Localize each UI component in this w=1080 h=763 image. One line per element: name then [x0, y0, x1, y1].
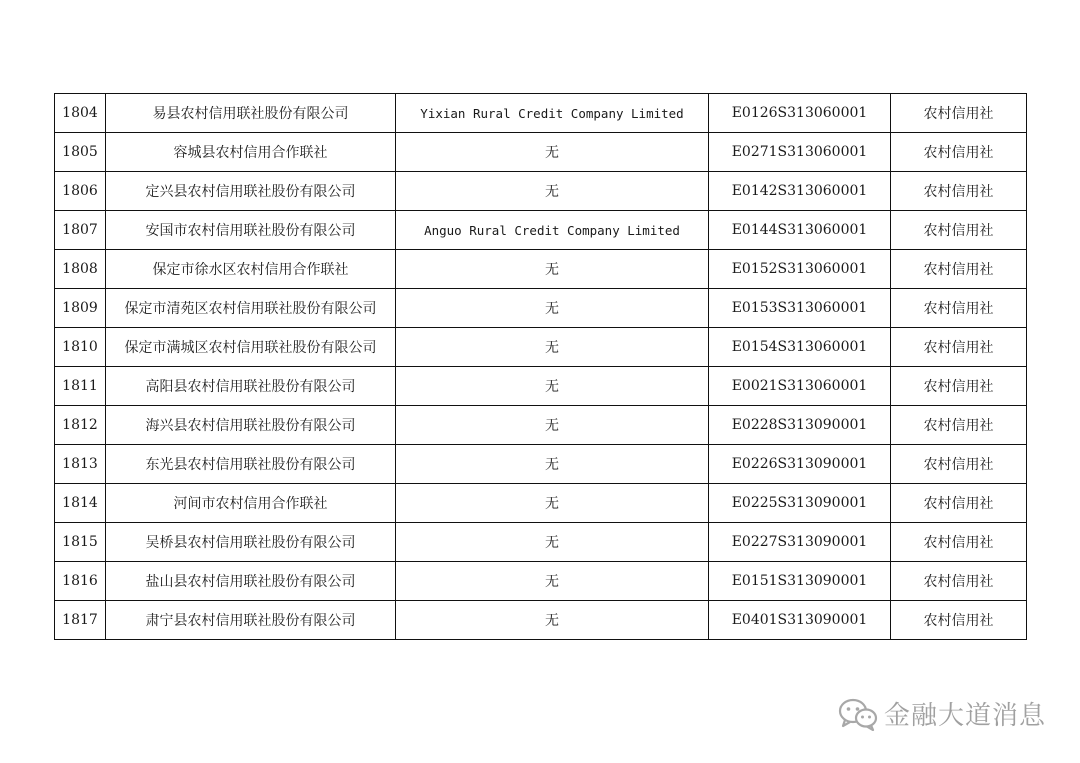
- table-row: [55, 94, 1027, 133]
- institution-code: E0021S313060001: [709, 367, 891, 406]
- institution-type: 农村信用社: [891, 94, 1027, 133]
- table-row: [55, 484, 1027, 523]
- institution-name-en: 无: [396, 367, 709, 406]
- institution-name-cn: 肃宁县农村信用联社股份有限公司: [106, 601, 396, 640]
- institution-code: E0226S313090001: [709, 445, 891, 484]
- row-number: 1811: [55, 367, 106, 406]
- institution-type: 农村信用社: [891, 406, 1027, 445]
- table-row: [55, 250, 1027, 289]
- institution-type: 农村信用社: [891, 133, 1027, 172]
- institution-name-cn: 安国市农村信用联社股份有限公司: [106, 211, 396, 250]
- institution-name-cn: 高阳县农村信用联社股份有限公司: [106, 367, 396, 406]
- institution-code: E0154S313060001: [709, 328, 891, 367]
- institution-type: 农村信用社: [891, 328, 1027, 367]
- wechat-icon: [838, 697, 878, 731]
- row-number: 1814: [55, 484, 106, 523]
- row-number: 1805: [55, 133, 106, 172]
- table-row: [55, 406, 1027, 445]
- table-row: [55, 523, 1027, 562]
- institution-code: E0228S313090001: [709, 406, 891, 445]
- institution-code: E0225S313090001: [709, 484, 891, 523]
- row-number: 1810: [55, 328, 106, 367]
- row-number: 1812: [55, 406, 106, 445]
- row-number: 1815: [55, 523, 106, 562]
- institution-name-en: 无: [396, 133, 709, 172]
- row-number: 1817: [55, 601, 106, 640]
- table-row: [55, 133, 1027, 172]
- institution-type: 农村信用社: [891, 211, 1027, 250]
- institution-name-cn: 盐山县农村信用联社股份有限公司: [106, 562, 396, 601]
- institution-code: E0126S313060001: [709, 94, 891, 133]
- institution-name-cn: 吴桥县农村信用联社股份有限公司: [106, 523, 396, 562]
- institution-type: 农村信用社: [891, 562, 1027, 601]
- institution-code: E0142S313060001: [709, 172, 891, 211]
- watermark-text: 金融大道消息: [884, 701, 1047, 731]
- institution-code: E0401S313090001: [709, 601, 891, 640]
- table-row: [55, 172, 1027, 211]
- institution-type: 农村信用社: [891, 601, 1027, 640]
- row-number: 1806: [55, 172, 106, 211]
- institution-name-en: 无: [396, 562, 709, 601]
- institution-name-en: 无: [396, 328, 709, 367]
- table-row: [55, 367, 1027, 406]
- institution-name-cn: 保定市徐水区农村信用合作联社: [106, 250, 396, 289]
- institution-type: 农村信用社: [891, 523, 1027, 562]
- row-number: 1816: [55, 562, 106, 601]
- watermark: [838, 695, 1046, 732]
- institution-code: E0151S313090001: [709, 562, 891, 601]
- row-number: 1808: [55, 250, 106, 289]
- row-number: 1804: [55, 94, 106, 133]
- institution-type: 农村信用社: [891, 367, 1027, 406]
- institution-name-cn: 海兴县农村信用联社股份有限公司: [106, 406, 396, 445]
- table-row: [55, 601, 1027, 640]
- institution-table: [54, 93, 1027, 640]
- institution-name-en: Anguo Rural Credit Company Limited: [396, 211, 709, 250]
- row-number: 1813: [55, 445, 106, 484]
- institution-code: E0153S313060001: [709, 289, 891, 328]
- institution-code: E0227S313090001: [709, 523, 891, 562]
- institution-type: 农村信用社: [891, 445, 1027, 484]
- institution-name-en: 无: [396, 601, 709, 640]
- institution-type: 农村信用社: [891, 484, 1027, 523]
- institution-name-cn: 河间市农村信用合作联社: [106, 484, 396, 523]
- institution-name-en: 无: [396, 250, 709, 289]
- table-body: [55, 94, 1027, 640]
- institution-name-en: 无: [396, 289, 709, 328]
- table-row: [55, 562, 1027, 601]
- institution-name-en: 无: [396, 484, 709, 523]
- table-row: [55, 289, 1027, 328]
- table-row: [55, 445, 1027, 484]
- institution-name-en: Yixian Rural Credit Company Limited: [396, 94, 709, 133]
- institution-name-en: 无: [396, 445, 709, 484]
- institution-code: E0271S313060001: [709, 133, 891, 172]
- institution-type: 农村信用社: [891, 172, 1027, 211]
- institution-name-cn: 定兴县农村信用联社股份有限公司: [106, 172, 396, 211]
- institution-name-en: 无: [396, 172, 709, 211]
- row-number: 1807: [55, 211, 106, 250]
- table-row: [55, 211, 1027, 250]
- institution-code: E0144S313060001: [709, 211, 891, 250]
- institution-name-cn: 保定市清苑区农村信用联社股份有限公司: [106, 289, 396, 328]
- institution-name-en: 无: [396, 523, 709, 562]
- institution-name-cn: 保定市满城区农村信用联社股份有限公司: [106, 328, 396, 367]
- institution-name-cn: 容城县农村信用合作联社: [106, 133, 396, 172]
- institution-name-cn: 东光县农村信用联社股份有限公司: [106, 445, 396, 484]
- institution-name-en: 无: [396, 406, 709, 445]
- table-row: [55, 328, 1027, 367]
- row-number: 1809: [55, 289, 106, 328]
- institution-name-cn: 易县农村信用联社股份有限公司: [106, 94, 396, 133]
- institution-type: 农村信用社: [891, 250, 1027, 289]
- institution-code: E0152S313060001: [709, 250, 891, 289]
- institution-type: 农村信用社: [891, 289, 1027, 328]
